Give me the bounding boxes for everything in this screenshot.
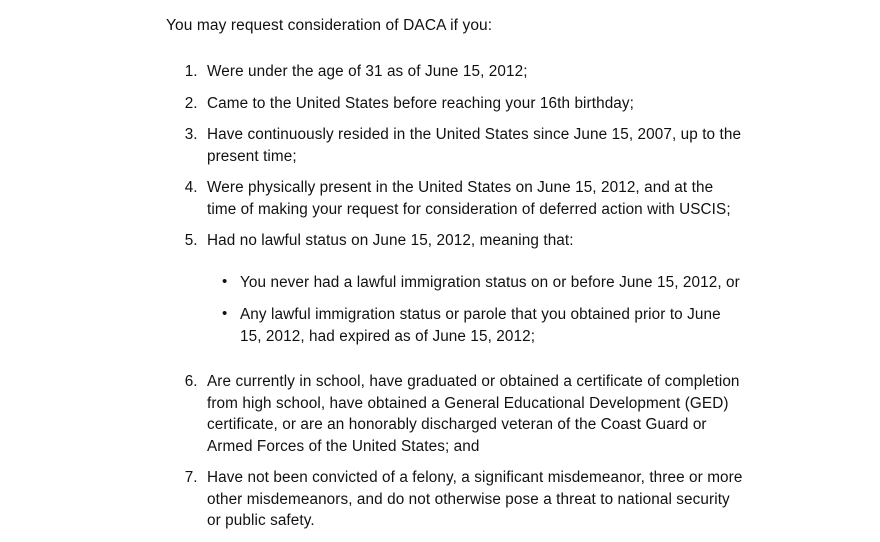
clipped-text-above <box>166 0 746 6</box>
list-item: 3. Have continuously resided in the United States since June 15, 2007, up to the present time; <box>202 124 746 167</box>
list-item: 1. Were under the age of 31 as of June 15, 2012; <box>202 61 746 83</box>
list-item: • You never had a lawful immigration status on or before June 15, 2012, or <box>222 272 746 294</box>
list-item: • Any lawful immigration status or parole that you obtained prior to June 15, 2012, had expired as of June 15, 2012; <box>222 304 746 347</box>
list-item: 5. Had no lawful status on June 15, 2012, meaning that: <box>202 230 746 252</box>
intro-paragraph: You may request consideration of DACA if you: <box>166 17 493 34</box>
list-item: 7. Have not been convicted of a felony, a significant misdemeanor, three or more other misdemeanors, and do not otherwise pose a threat to national security or public safety. <box>202 467 746 532</box>
list-item: 2. Came to the United States before reaching your 16th birthday; <box>202 93 746 115</box>
sub-bullets-wrapper <box>166 272 746 348</box>
requirements-list-continued <box>166 371 746 532</box>
sub-bullet-list <box>166 272 746 348</box>
list-item: 4. Were physically present in the United States on June 15, 2012, and at the time of making your request for consideration of deferred action with USCIS; <box>202 177 746 220</box>
document-body <box>166 0 746 542</box>
requirements-list <box>166 61 746 252</box>
list-item: 6. Are currently in school, have graduated or obtained a certificate of completion from high school, have obtained a General Educational Development (GED) certificate, or are an honorably discharged veteran of the Coast Guard or Armed Forces of the United States; and <box>202 371 746 457</box>
